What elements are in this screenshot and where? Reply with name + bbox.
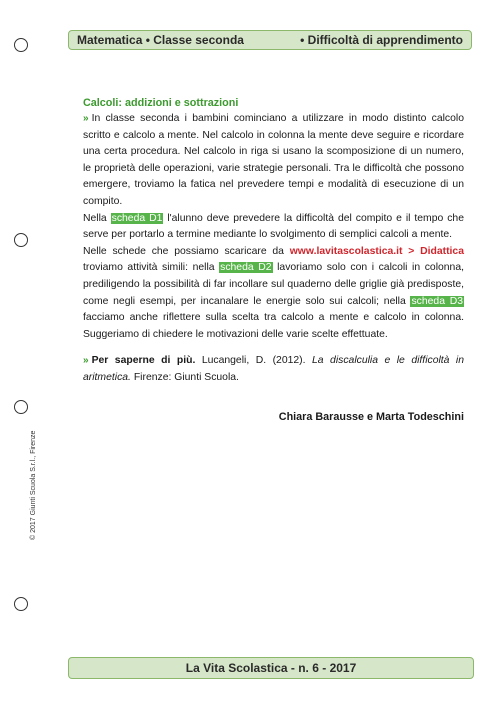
header-subject: Matematica • Classe seconda [77, 33, 244, 47]
reference-paragraph [83, 353, 464, 386]
scheda-d1-tag: scheda D1 [111, 212, 163, 224]
header-topic: • Difficoltà di apprendimento [300, 33, 463, 47]
scheda-d3-tag: scheda D3 [411, 295, 463, 307]
reference-title: La discalculia e le difficoltà in aritmetica. [83, 355, 465, 383]
header-bar [68, 30, 472, 50]
scheda-d2-tag: scheda D2 [220, 262, 272, 274]
reference-publisher: Firenze: Giunti Scuola. [133, 371, 239, 383]
binder-hole-upper-middle [14, 233, 28, 247]
copyright-notice: © 2017 Giunti Scuola S.r.l., Firenze [30, 430, 37, 540]
section-title: Calcoli: addizioni e sottrazioni [83, 97, 239, 109]
p2-after: l'alunno deve prevedere la difficoltà del compito e il tempo che serve per portarlo a termine mediante lo svolgimento di semplici calcoli a mente. [83, 212, 464, 241]
authors: Chiara Barausse e Marta Todeschini [278, 411, 464, 423]
paragraph-intro [83, 111, 464, 211]
binder-hole-bottom [14, 597, 28, 611]
article-body [83, 96, 464, 387]
p3-mid1: troviamo attività simili: nella [83, 262, 215, 274]
footer-publication: La Vita Scolastica - n. 6 - 2017 [185, 661, 357, 675]
binder-hole-top [14, 38, 28, 52]
p3-mid2: lavoriamo solo con i calcoli in colonna, prediligendo la possibilità di far incollare sul quaderno delle griglie già predisposte, come negli esempi, per incanalare le energie solo sui calcoli; nella [83, 262, 465, 307]
reference-label: Per saperne di più. [91, 355, 196, 367]
p3-end: facciamo anche riflettere sulla scelta tra calcolo a mente e calcolo in colonna. Suggeriamo di chiedere le motivazioni delle varie scelte effettuate. [83, 312, 464, 340]
spacer [83, 343, 464, 353]
paragraph-intro-text: In classe seconda i bambini cominciano a utilizzare in modo distinto calcolo scritto e calcolo a mente. Nel calcolo in colonna la mente deve seguire e ricordare una certa procedura. Nel calcolo in riga si usano la scomposizione di un numero, le proprietà delle operazioni, varie strategie personali. Tra le difficoltà che possono emergere, troviamo la fatica nel prevedere tempi e modalità di esecuzione di un compito. [83, 113, 464, 207]
p2-before: Nella [83, 212, 107, 224]
p3-start: Nelle schede che possiamo scaricare da [83, 245, 284, 257]
bullet-icon: » [83, 113, 89, 124]
binder-hole-lower-middle [14, 400, 28, 414]
paragraph-scheda-d1 [83, 211, 464, 244]
paragraph-schede [83, 244, 464, 344]
website-link[interactable]: www.lavitascolastica.it > Didattica [289, 245, 464, 257]
bullet-icon: » [83, 355, 89, 367]
reference-author: Lucangeli, D. (2012). [201, 355, 306, 367]
footer-bar [68, 657, 474, 679]
